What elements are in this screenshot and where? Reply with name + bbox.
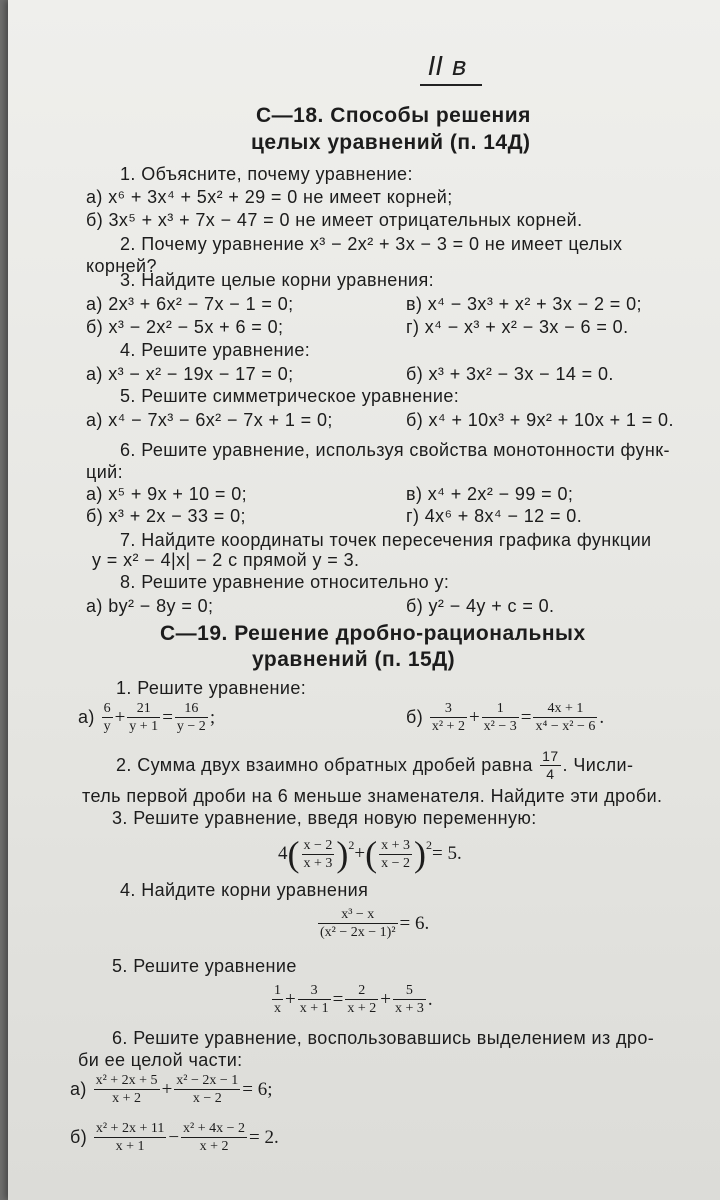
task-6a: а) x⁵ + 9x + 10 = 0; [86, 484, 248, 504]
handwritten-underline [420, 84, 482, 86]
task-6g: г) 4x⁶ + 8x⁴ − 12 = 0. [406, 506, 583, 526]
task-8b: б) y² − 4y + c = 0. [406, 596, 555, 616]
task-3b: б) x³ − 2x² − 5x + 6 = 0; [86, 317, 284, 337]
task-2-line1: 2. Почему уравнение x³ − 2x² + 3x − 3 = 0 не имеет целых [120, 234, 623, 254]
task-1-text: 1. Объясните, почему уравнение: [120, 164, 413, 184]
task-3a: а) 2x³ + 6x² − 7x − 1 = 0; [86, 294, 294, 314]
label-b: б) [406, 707, 424, 727]
task-3g: г) x⁴ − x³ + x² − 3x − 6 = 0. [406, 317, 629, 337]
label-b: б) [70, 1127, 88, 1147]
task-4a: а) x³ − x² − 19x − 17 = 0; [86, 364, 294, 384]
s19-task-6-line1: 6. Решите уравнение, воспользовавшись выделением из дро- [112, 1028, 655, 1048]
s19-task-4-equation: $\frac{\text{x³ − x}}{\text{(x² − 2x − 1)²}}$ = 6. [320, 907, 430, 940]
task-1b: б) 3x⁵ + x³ + 7x − 47 = 0 не имеет отрицательных корней. [86, 210, 583, 230]
section-19-subtitle: уравнений (п. 15Д) [252, 648, 456, 671]
s19-task-3-equation: 4 ( $\frac{x - 2}{x + 3}$ ) $^2$ + ( $\frac{x + 3}{x - 2}$ ) $^2$ = 5. [278, 834, 462, 874]
task-4-text: 4. Решите уравнение: [120, 340, 311, 360]
task-6-line2: ций: [86, 462, 124, 482]
task-6v: в) x⁴ + 2x² − 99 = 0; [406, 484, 574, 504]
s19-task-2-line2: тель первой дроби на 6 меньше знаменателя. Найдите эти дроби. [82, 786, 663, 806]
handwritten-variant-note: II в [428, 52, 467, 82]
task-7-line1: 7. Найдите координаты точек пересечения графика функции [120, 530, 652, 550]
task-3-text: 3. Найдите целые корни уравнения: [120, 270, 435, 290]
section-18-subtitle: целых уравнений (п. 14Д) [251, 131, 531, 154]
section-18-title: С—18. Способы решения [256, 104, 531, 127]
task-5a: а) x⁴ − 7x³ − 6x² − 7x + 1 = 0; [86, 410, 333, 430]
textbook-page [8, 0, 720, 1200]
s19-task-5-equation: $\frac{1}{x}$ + $\frac{3}{x + 1}$ = $\frac{2}{x + 2}$ + $\frac{5}{x + 3}$ . [274, 983, 433, 1016]
s19-task-4-text: 4. Найдите корни уравнения [120, 880, 369, 900]
s19-task-2-line1: 2. Сумма двух взаимно обратных дробей равна $\frac{17}{4}$ . Числи- [116, 748, 634, 782]
s19-task-5-text: 5. Решите уравнение [112, 956, 297, 976]
s19-task-1a: а) $\frac{6}{y}$ + $\frac{21}{y + 1}$ = $\frac{16}{y - 2}$ ; [78, 701, 216, 734]
label-a: а) [78, 707, 95, 727]
s19-task-6a: а) $\frac{\text{x² + 2x + 5}}{x + 2}$ + $\frac{\text{x² − 2x − 1}}{x - 2}$ = 6; [70, 1073, 273, 1106]
section-19-title: С—19. Решение дробно-рациональных [160, 622, 586, 645]
s19-task-1-text: 1. Решите уравнение: [116, 678, 307, 698]
task-1a: а) x⁶ + 3x⁴ + 5x² + 29 = 0 не имеет корней; [86, 187, 453, 207]
task-5b: б) x⁴ + 10x³ + 9x² + 10x + 1 = 0. [406, 410, 674, 430]
task-7-line2: y = x² − 4|x| − 2 с прямой y = 3. [92, 550, 360, 570]
task-8-text: 8. Решите уравнение относительно y: [120, 572, 450, 592]
label-a: а) [70, 1079, 87, 1099]
task-5-text: 5. Решите симметрическое уравнение: [120, 386, 460, 406]
s19-task-6b: б) $\frac{\text{x² + 2x + 11}}{x + 1}$ − $\frac{\text{x² + 4x − 2}}{x + 2}$ = 2. [70, 1121, 279, 1154]
task-8a: а) by² − 8y = 0; [86, 596, 214, 616]
task-4b: б) x³ + 3x² − 3x − 14 = 0. [406, 364, 614, 384]
task-3v: в) x⁴ − 3x³ + x² + 3x − 2 = 0; [406, 294, 642, 314]
task-2-line2: корней? [86, 256, 157, 276]
task-6-line1: 6. Решите уравнение, используя свойства монотонности функ- [120, 440, 670, 460]
task-6b: б) x³ + 2x − 33 = 0; [86, 506, 246, 526]
s19-task-6-line2: би ее целой части: [78, 1050, 243, 1070]
s19-task-3-text: 3. Решите уравнение, введя новую переменную: [112, 808, 537, 828]
s19-task-1b: б) $\frac{3}{\text{x² + 2}}$ + $\frac{1}{\text{x² − 3}}$ = $\frac{4x + 1}{\text{x⁴ − x² − 6}}$ . [406, 701, 605, 734]
